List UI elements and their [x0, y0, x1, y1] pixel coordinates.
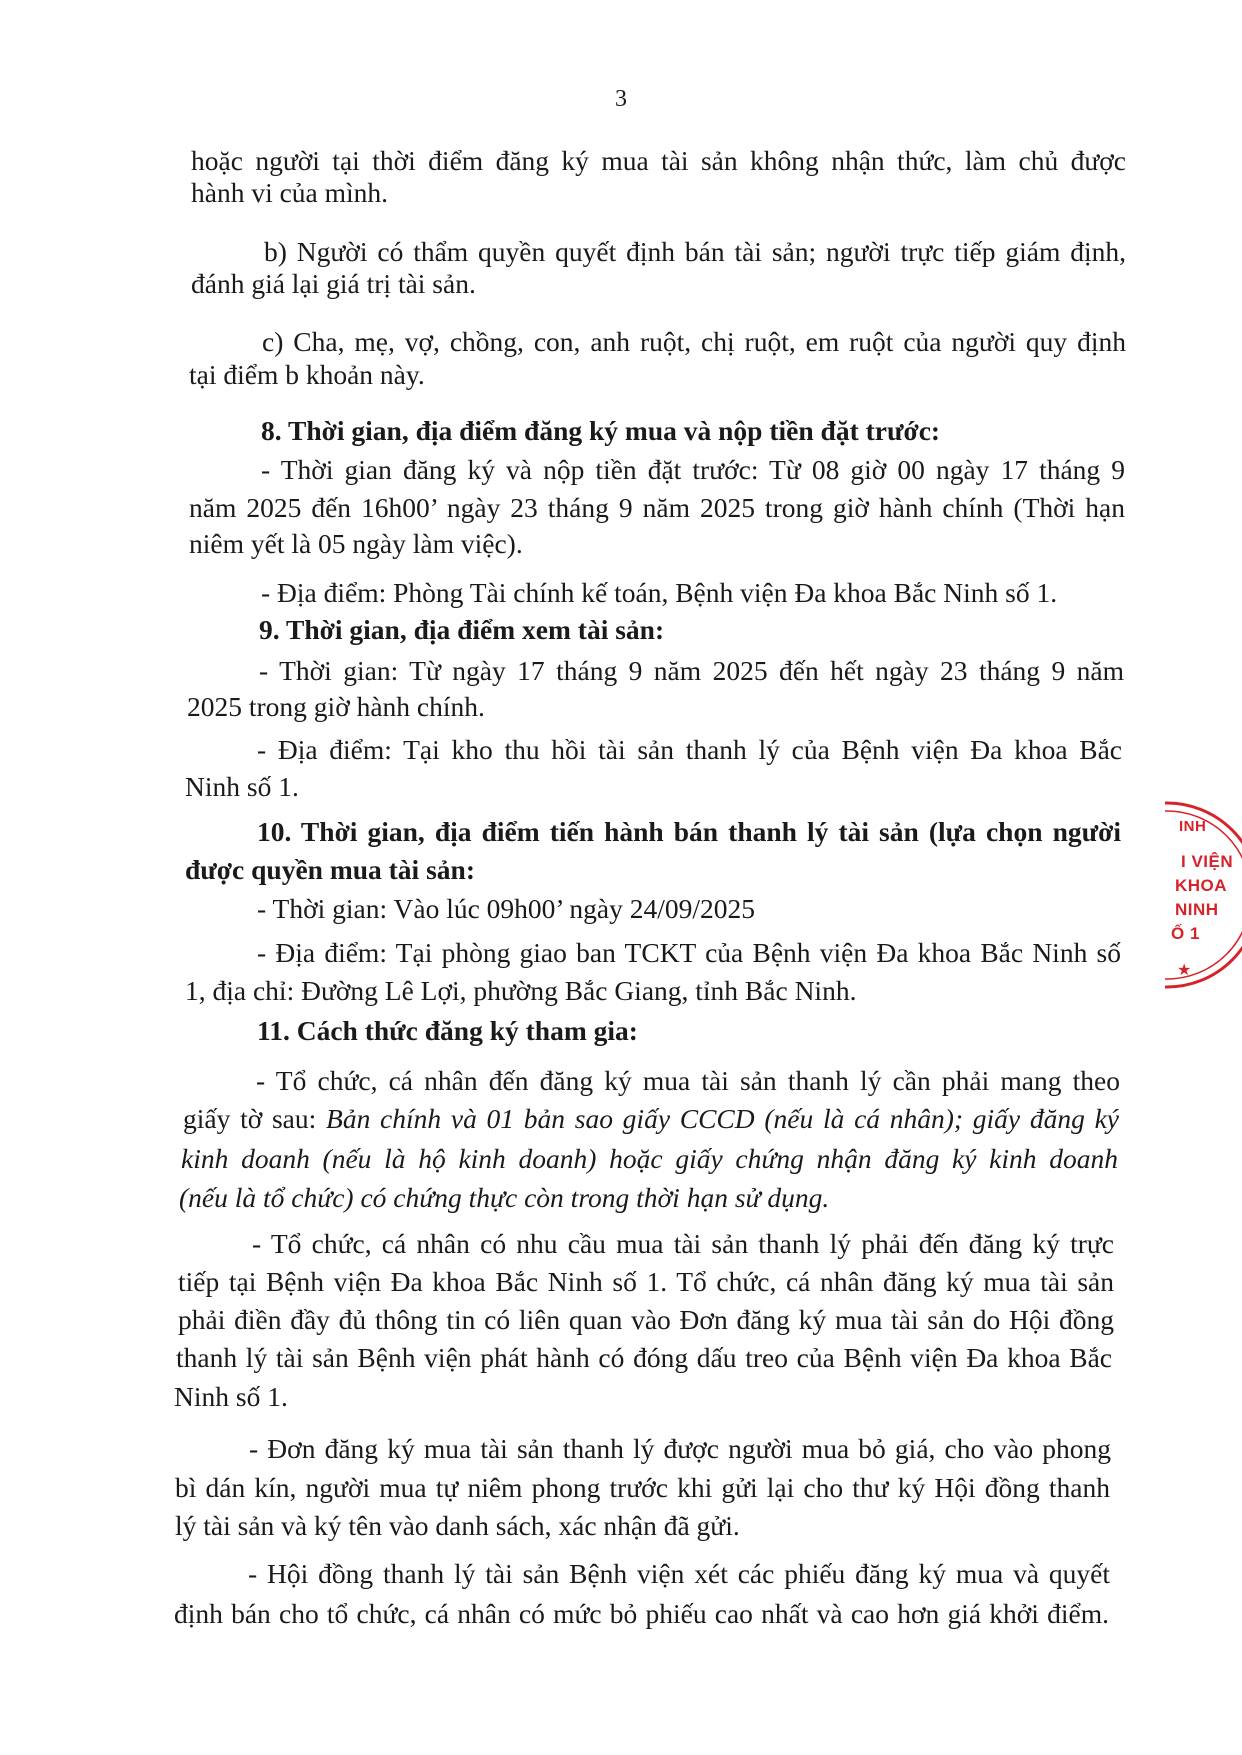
- seal-text: NINH: [1175, 900, 1219, 919]
- text-line: hành vi của mình.: [191, 177, 389, 208]
- section-heading-11: 11. Cách thức đăng ký tham gia:: [257, 1015, 638, 1046]
- text-line: năm 2025 đến 16h00’ ngày 23 tháng 9 năm 2025 trong giờ hành chính (Thời hạn: [189, 492, 1125, 523]
- seal-text: KHOA: [1175, 876, 1228, 895]
- text-line: Ninh số 1.: [174, 1381, 288, 1412]
- text-line: lý tài sản và ký tên vào danh sách, xác nhận đã gửi.: [175, 1510, 740, 1541]
- text-line: tại điểm b khoản này.: [189, 359, 425, 390]
- text-line: định bán cho tổ chức, cá nhân có mức bỏ phiếu cao nhất và cao hơn giá khởi điểm.: [174, 1598, 1109, 1629]
- text-line: - Thời gian: Từ ngày 17 tháng 9 năm 2025 đến hết ngày 23 tháng 9 năm: [259, 655, 1124, 686]
- text-line: c) Cha, mẹ, vợ, chồng, con, anh ruột, chị ruột, em ruột của người quy định: [262, 326, 1126, 357]
- text-span: giấy tờ sau:: [183, 1103, 327, 1134]
- section-heading-10-cont: được quyền mua tài sản:: [185, 854, 475, 885]
- italic-span: Bản chính và 01 bản sao giấy CCCD (nếu là cá nhân); giấy đăng ký: [326, 1103, 1119, 1134]
- text-line-italic: kinh doanh (nếu là hộ kinh doanh) hoặc giấy chứng nhận đăng ký kinh doanh: [181, 1143, 1118, 1174]
- seal-ring-icon: [1165, 800, 1242, 990]
- text-line: - Tổ chức, cá nhân đến đăng ký mua tài sản thanh lý cần phải mang theo: [256, 1065, 1120, 1096]
- text-line: 2025 trong giờ hành chính.: [187, 691, 485, 722]
- text-line: - Đơn đăng ký mua tài sản thanh lý được người mua bỏ giá, cho vào phong: [249, 1433, 1111, 1464]
- page-number: 3: [615, 86, 627, 112]
- text-line: - Thời gian: Vào lúc 09h00’ ngày 24/09/2025: [257, 893, 756, 924]
- seal-star-icon: ★: [1177, 962, 1192, 979]
- text-line: hoặc người tại thời điểm đăng ký mua tài sản không nhận thức, làm chủ được: [191, 145, 1126, 176]
- seal-text: INH: [1179, 818, 1207, 835]
- section-heading-10: 10. Thời gian, địa điểm tiến hành bán thanh lý tài sản (lựa chọn người: [257, 816, 1121, 847]
- text-line: Ninh số 1.: [185, 771, 299, 802]
- text-line: đánh giá lại giá trị tài sản.: [191, 268, 476, 299]
- text-line-italic: (nếu là tổ chức) có chứng thực còn trong thời hạn sử dụng.: [179, 1182, 830, 1213]
- text-line: - Địa điểm: Tại kho thu hồi tài sản thanh lý của Bệnh viện Đa khoa Bắc: [257, 734, 1122, 765]
- text-line: niêm yết là 05 ngày làm việc).: [189, 528, 523, 559]
- seal-text: Ố 1: [1171, 924, 1200, 943]
- seal-text: I VIỆN: [1181, 852, 1234, 871]
- text-line: phải điền đầy đủ thông tin có liên quan vào Đơn đăng ký mua tài sản do Hội đồng: [178, 1304, 1114, 1335]
- text-line: tiếp tại Bệnh viện Đa khoa Bắc Ninh số 1. Tổ chức, cá nhân đăng ký mua tài sản: [178, 1266, 1114, 1297]
- text-line: - Tổ chức, cá nhân có nhu cầu mua tài sản thanh lý phải đến đăng ký trực: [252, 1228, 1114, 1259]
- text-line: - Hội đồng thanh lý tài sản Bệnh viện xét các phiếu đăng ký mua và quyết: [248, 1558, 1110, 1589]
- text-line: thanh lý tài sản Bệnh viện phát hành có đóng dấu treo của Bệnh viện Đa khoa Bắc: [176, 1342, 1112, 1373]
- section-heading-8: 8. Thời gian, địa điểm đăng ký mua và nộp tiền đặt trước:: [261, 415, 941, 446]
- text-line: - Thời gian đăng ký và nộp tiền đặt trước: Từ 08 giờ 00 ngày 17 tháng 9: [261, 454, 1125, 485]
- text-line: - Địa điểm: Tại phòng giao ban TCKT của Bệnh viện Đa khoa Bắc Ninh số: [257, 937, 1121, 968]
- text-line: 1, địa chỉ: Đường Lê Lợi, phường Bắc Giang, tỉnh Bắc Ninh.: [185, 975, 857, 1006]
- text-line: b) Người có thẩm quyền quyết định bán tài sản; người trực tiếp giám định,: [264, 236, 1126, 267]
- text-line: [183, 1101, 1119, 1137]
- text-line: - Địa điểm: Phòng Tài chính kế toán, Bệnh viện Đa khoa Bắc Ninh số 1.: [261, 577, 1058, 608]
- section-heading-9: 9. Thời gian, địa điểm xem tài sản:: [259, 614, 665, 645]
- official-seal-stamp: [1165, 800, 1242, 990]
- text-line: bì dán kín, người mua tự niêm phong trước khi gửi lại cho thư ký Hội đồng thanh: [175, 1472, 1110, 1503]
